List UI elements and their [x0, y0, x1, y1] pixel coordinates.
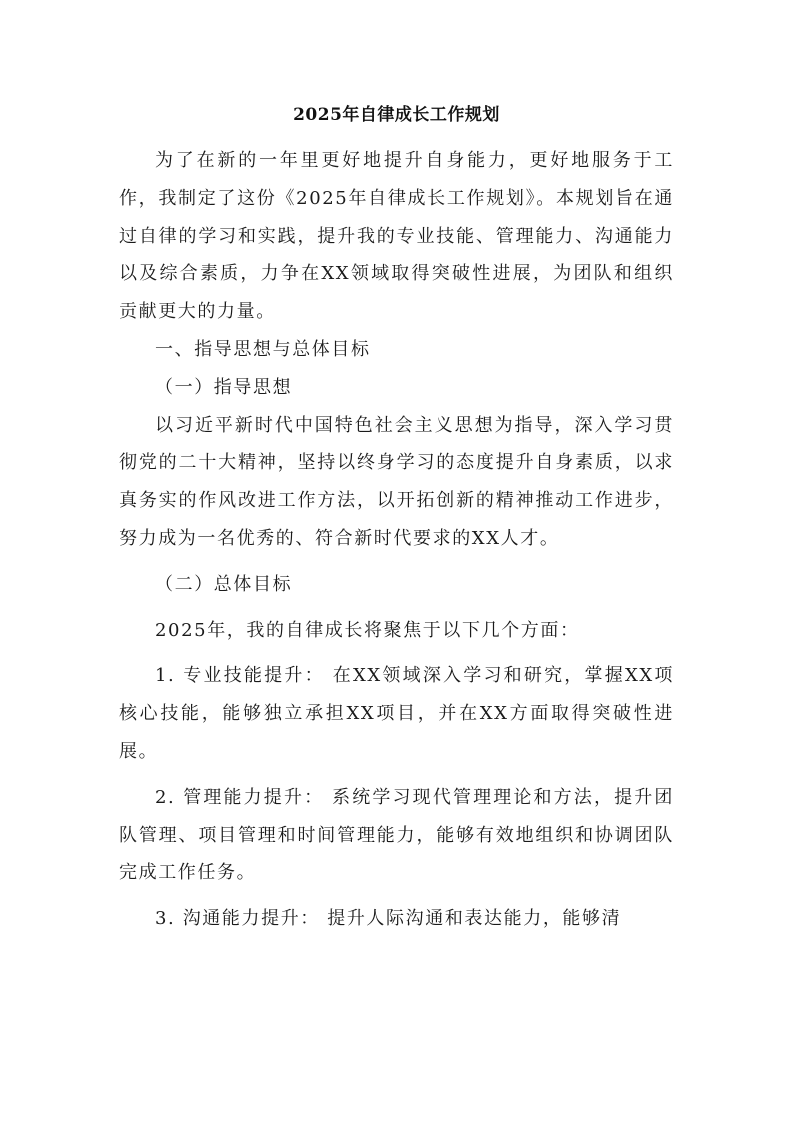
subsection-heading-guiding-thought: （一）指导思想: [155, 376, 293, 398]
goals-intro-paragraph: 2025年，我的自律成长将聚焦于以下几个方面：: [155, 619, 580, 641]
goal-item-communication: 3. 沟通能力提升： 提升人际沟通和表达能力，能够清: [155, 908, 622, 930]
intro-paragraph: 为了在新的一年里更好地提升自身能力，更好地服务于工作，我制定了这份《2025年自律成长工作规划》。本规划旨在通过自律的学习和实践，提升我的专业技能、管理能力、沟通能力以及综合素质，力争在XX领域取得突破性进展，为团队和组织贡献更大的力量。: [119, 150, 674, 323]
document-body: [119, 142, 674, 938]
goal-item-management: 2. 管理能力提升： 系统学习现代管理理论和方法，提升团队管理、项目管理和时间管理能力，能够有效地组织和协调团队完成工作任务。: [119, 786, 674, 884]
goal-item-professional-skills: 1. 专业技能提升： 在XX领域深入学习和研究，掌握XX项核心技能，能够独立承担XX项目，并在XX方面取得突破性进展。: [119, 665, 674, 762]
guiding-thought-paragraph: 以习近平新时代中国特色社会主义思想为指导，深入学习贯彻党的二十大精神，坚持以终身学习的态度提升自身素质，以求真务实的作风改进工作方法，以开拓创新的精神推动工作进步，努力成为一名优秀的、符合新时代要求的XX人才。: [119, 414, 674, 549]
document-title: 2025年自律成长工作规划: [293, 105, 500, 125]
section-heading-guiding-and-goals: 一、指导思想与总体目标: [155, 338, 371, 360]
subsection-heading-overall-goals: （二）总体目标: [155, 573, 293, 595]
